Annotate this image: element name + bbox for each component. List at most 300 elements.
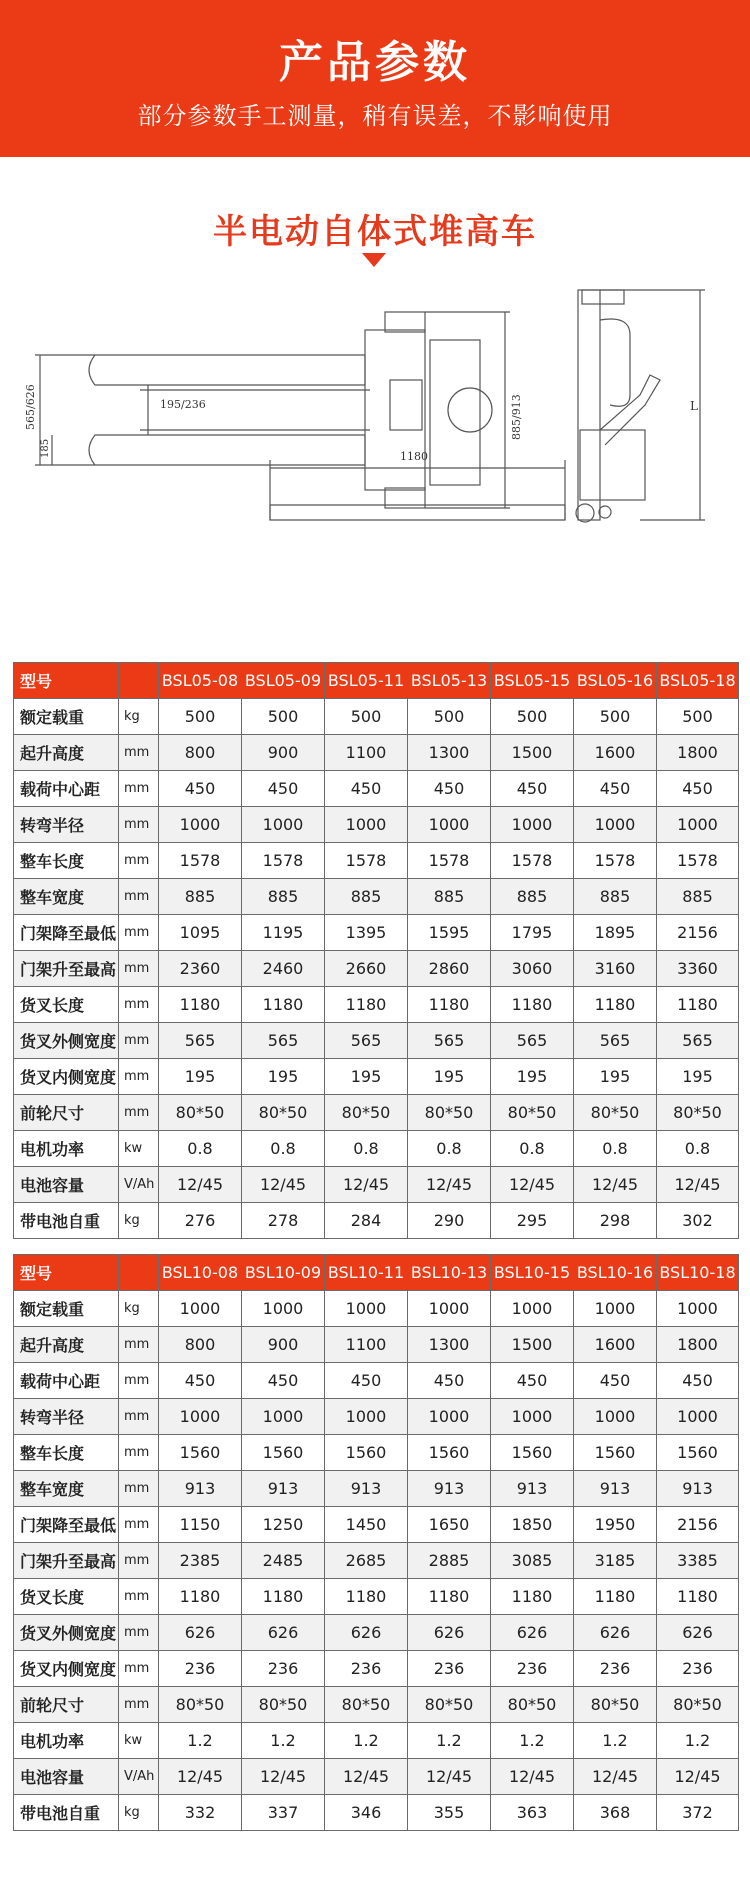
row-unit: mm [119,1687,159,1723]
cell-value: 278 [242,1203,325,1239]
spec-table-body [14,663,739,1239]
cell-value: 80*50 [491,1095,574,1131]
table-row [14,1471,739,1507]
row-unit: mm [119,807,159,843]
cell-value: 1560 [159,1435,242,1471]
cell-value: 1000 [242,807,325,843]
row-label: 转弯半径 [14,1399,119,1435]
cell-value: 0.8 [408,1131,491,1167]
cell-value: 3060 [491,951,574,987]
cell-value: 1180 [159,1579,242,1615]
row-unit: V/Ah [119,1167,159,1203]
cell-value: 626 [657,1615,739,1651]
mast [578,290,600,520]
down-arrow-icon [362,253,386,267]
cell-value: 236 [408,1651,491,1687]
cell-value: 1180 [491,987,574,1023]
cell-value: 1578 [159,843,242,879]
cell-value: 12/45 [491,1759,574,1795]
row-unit: mm [119,1095,159,1131]
cell-value: 1000 [657,807,739,843]
cell-value: 302 [657,1203,739,1239]
cell-value: 626 [491,1615,574,1651]
chassis-frame [365,330,425,490]
row-unit: mm [119,1471,159,1507]
cell-value: 565 [242,1023,325,1059]
row-label: 货叉外侧宽度 [14,1023,119,1059]
cell-value: 565 [408,1023,491,1059]
cell-value: 1.2 [159,1723,242,1759]
cell-value: 2885 [408,1543,491,1579]
row-label: 起升高度 [14,1327,119,1363]
cell-value: 1180 [325,1579,408,1615]
fork-bottom [89,435,365,465]
cell-value: 913 [491,1471,574,1507]
table-row [14,1291,739,1327]
cell-value: 1560 [491,1435,574,1471]
table-row [14,1579,739,1615]
cell-value: 276 [159,1203,242,1239]
header-model-name: BSL05-11 [325,663,408,699]
header-model-name: BSL05-13 [408,663,491,699]
cell-value: 450 [159,1363,242,1399]
cell-value: 1180 [159,987,242,1023]
table-row [14,1507,739,1543]
cell-value: 363 [491,1795,574,1831]
cell-value: 1.2 [242,1723,325,1759]
cell-value: 1000 [657,1399,739,1435]
table-row [14,699,739,735]
cell-value: 626 [325,1615,408,1651]
cell-value: 1650 [408,1507,491,1543]
cell-value: 12/45 [657,1759,739,1795]
row-unit: mm [119,879,159,915]
cell-value: 450 [574,771,657,807]
header-model-name: BSL05-18 [657,663,739,699]
cell-value: 1.2 [574,1723,657,1759]
mast-block [430,340,480,485]
table-row [14,735,739,771]
table-row [14,771,739,807]
cell-value: 1578 [325,843,408,879]
cell-value: 1000 [574,1399,657,1435]
cell-value: 1100 [325,1327,408,1363]
cell-value: 450 [491,771,574,807]
cell-value: 0.8 [574,1131,657,1167]
cell-value: 80*50 [242,1095,325,1131]
row-unit: mm [119,735,159,771]
cell-value: 450 [242,1363,325,1399]
table-row [14,807,739,843]
row-label: 货叉长度 [14,987,119,1023]
cell-value: 626 [159,1615,242,1651]
cell-value: 2385 [159,1543,242,1579]
cell-value: 1560 [574,1435,657,1471]
cell-value: 500 [657,699,739,735]
cell-value: 1578 [574,843,657,879]
header-model-name: BSL05-16 [574,663,657,699]
cell-value: 1895 [574,915,657,951]
cell-value: 1500 [491,735,574,771]
base-fork [270,505,565,520]
cell-value: 565 [325,1023,408,1059]
banner-subtitle: 部分参数手工测量，稍有误差，不影响使用 [137,102,613,130]
row-label: 货叉长度 [14,1579,119,1615]
cell-value: 1500 [491,1327,574,1363]
cell-value: 500 [325,699,408,735]
row-label: 载荷中心距 [14,1363,119,1399]
row-label: 载荷中心距 [14,771,119,807]
cell-value: 450 [657,771,739,807]
fork-top [89,355,365,385]
row-label: 带电池自重 [14,1203,119,1239]
cell-value: 195 [574,1059,657,1095]
cell-value: 1578 [657,843,739,879]
cell-value: 1000 [408,1291,491,1327]
cell-value: 2485 [242,1543,325,1579]
cell-value: 565 [159,1023,242,1059]
table-row [14,1795,739,1831]
table-row [14,1687,739,1723]
header-model-name: BSL10-15 [491,1255,574,1291]
row-unit: mm [119,1363,159,1399]
cell-value: 1300 [408,1327,491,1363]
cell-value: 80*50 [159,1687,242,1723]
cell-value: 2860 [408,951,491,987]
cell-value: 1950 [574,1507,657,1543]
dim-label-length: 1180 [400,450,428,463]
cell-value: 372 [657,1795,739,1831]
cell-value: 500 [159,699,242,735]
cell-value: 450 [408,771,491,807]
row-unit: mm [119,1615,159,1651]
cell-value: 1560 [242,1435,325,1471]
cell-value: 1195 [242,915,325,951]
table-header-row [14,1255,739,1291]
header-model-name: BSL05-08 [159,663,242,699]
table-row [14,1399,739,1435]
cell-value: 368 [574,1795,657,1831]
cell-value: 1560 [657,1435,739,1471]
row-label: 起升高度 [14,735,119,771]
cell-value: 0.8 [657,1131,739,1167]
cell-value: 913 [325,1471,408,1507]
cell-value: 2460 [242,951,325,987]
row-unit: kw [119,1723,159,1759]
cell-value: 236 [159,1651,242,1687]
table-row [14,1327,739,1363]
header-model-name: BSL10-18 [657,1255,739,1291]
cell-value: 1450 [325,1507,408,1543]
spec-table-bsl10 [13,1254,739,1831]
cell-value: 626 [574,1615,657,1651]
cell-value: 0.8 [325,1131,408,1167]
row-unit: mm [119,1651,159,1687]
row-label: 整车宽度 [14,1471,119,1507]
cell-value: 1000 [242,1399,325,1435]
row-label: 额定载重 [14,699,119,735]
cell-value: 0.8 [242,1131,325,1167]
row-unit: mm [119,1543,159,1579]
cell-value: 195 [159,1059,242,1095]
dim-label-inner-width: 195/236 [160,398,206,411]
cell-value: 195 [325,1059,408,1095]
cell-value: 1000 [491,807,574,843]
cell-value: 900 [242,1327,325,1363]
cell-value: 12/45 [408,1167,491,1203]
banner-title: 产品参数 [279,37,471,88]
cell-value: 195 [491,1059,574,1095]
table-row [14,1723,739,1759]
row-unit: kg [119,1291,159,1327]
cell-value: 195 [242,1059,325,1095]
cell-value: 12/45 [325,1167,408,1203]
cell-value: 3385 [657,1543,739,1579]
cell-value: 913 [657,1471,739,1507]
cell-value: 1.2 [491,1723,574,1759]
table-row [14,951,739,987]
cell-value: 80*50 [657,1095,739,1131]
cell-value: 80*50 [325,1095,408,1131]
cell-value: 12/45 [159,1167,242,1203]
cell-value: 0.8 [491,1131,574,1167]
cell-value: 450 [325,771,408,807]
cell-value: 12/45 [242,1167,325,1203]
row-label: 门架升至最高 [14,951,119,987]
cell-value: 1000 [325,807,408,843]
cell-value: 565 [491,1023,574,1059]
cell-value: 1000 [159,1399,242,1435]
cell-value: 2685 [325,1543,408,1579]
cell-value: 80*50 [325,1687,408,1723]
cell-value: 12/45 [491,1167,574,1203]
cell-value: 1000 [325,1399,408,1435]
row-label: 电池容量 [14,1167,119,1203]
cell-value: 913 [408,1471,491,1507]
cell-value: 885 [491,879,574,915]
cell-value: 1180 [657,987,739,1023]
table-row [14,1203,739,1239]
cell-value: 885 [242,879,325,915]
table-row [14,1759,739,1795]
cell-value: 565 [574,1023,657,1059]
row-label: 整车长度 [14,1435,119,1471]
cell-value: 236 [657,1651,739,1687]
cell-value: 355 [408,1795,491,1831]
cell-value: 800 [159,735,242,771]
cell-value: 500 [491,699,574,735]
cell-value: 80*50 [657,1687,739,1723]
row-unit: mm [119,1399,159,1435]
cell-value: 1578 [408,843,491,879]
cell-value: 195 [408,1059,491,1095]
battery-box [580,430,645,500]
cell-value: 2360 [159,951,242,987]
cell-value: 1578 [491,843,574,879]
row-unit: mm [119,1435,159,1471]
cell-value: 885 [159,879,242,915]
row-label: 门架降至最低 [14,1507,119,1543]
cell-value: 1180 [242,987,325,1023]
table-row [14,1615,739,1651]
cell-value: 332 [159,1795,242,1831]
cell-value: 885 [325,879,408,915]
row-unit: mm [119,1023,159,1059]
cell-value: 80*50 [574,1687,657,1723]
cell-value: 12/45 [159,1759,242,1795]
cell-value: 885 [574,879,657,915]
cell-value: 1100 [325,735,408,771]
row-unit: kw [119,1131,159,1167]
cell-value: 1180 [408,1579,491,1615]
row-label: 门架降至最低 [14,915,119,951]
row-unit: mm [119,1059,159,1095]
row-label: 整车长度 [14,843,119,879]
cell-value: 284 [325,1203,408,1239]
spec-table-bsl05 [13,662,739,1239]
cell-value: 885 [408,879,491,915]
row-label: 前轮尺寸 [14,1095,119,1131]
row-label: 电机功率 [14,1723,119,1759]
table-row [14,1543,739,1579]
cell-value: 1095 [159,915,242,951]
cell-value: 1180 [325,987,408,1023]
cell-value: 1150 [159,1507,242,1543]
cell-value: 500 [574,699,657,735]
table-row [14,1435,739,1471]
header-model-label: 型号 [14,663,119,699]
row-label: 货叉内侧宽度 [14,1059,119,1095]
header-model-name: BSL10-16 [574,1255,657,1291]
cell-value: 1180 [242,1579,325,1615]
cell-value: 500 [408,699,491,735]
dim-label-height: 885/913 [510,394,523,440]
table-header-row [14,663,739,699]
cell-value: 2156 [657,915,739,951]
row-unit: mm [119,843,159,879]
cell-value: 626 [408,1615,491,1651]
cell-value: 1.2 [657,1723,739,1759]
cell-value: 3360 [657,951,739,987]
row-unit: mm [119,987,159,1023]
row-unit: mm [119,951,159,987]
cell-value: 450 [657,1363,739,1399]
cell-value: 80*50 [159,1095,242,1131]
header-model-name: BSL10-11 [325,1255,408,1291]
row-label: 整车宽度 [14,879,119,915]
cell-value: 1.2 [325,1723,408,1759]
cell-value: 450 [408,1363,491,1399]
cell-value: 12/45 [574,1167,657,1203]
header-unit-cell [119,1255,159,1291]
dim-label-outer-width: 565/626 [24,384,37,430]
row-label: 额定载重 [14,1291,119,1327]
row-label: 货叉内侧宽度 [14,1651,119,1687]
cell-value: 12/45 [408,1759,491,1795]
row-unit: mm [119,915,159,951]
table-row [14,987,739,1023]
cell-value: 913 [574,1471,657,1507]
cell-value: 450 [242,771,325,807]
cell-value: 1560 [325,1435,408,1471]
row-unit: kg [119,699,159,735]
row-label: 带电池自重 [14,1795,119,1831]
header-model-name: BSL10-08 [159,1255,242,1291]
cell-value: 12/45 [242,1759,325,1795]
cell-value: 1.2 [408,1723,491,1759]
row-unit: mm [119,1507,159,1543]
cell-value: 1000 [408,807,491,843]
cell-value: 1000 [408,1399,491,1435]
cell-value: 12/45 [325,1759,408,1795]
header-model-name: BSL05-15 [491,663,574,699]
table-row [14,1095,739,1131]
cell-value: 236 [242,1651,325,1687]
wheel-front [576,504,594,522]
cell-value: 236 [325,1651,408,1687]
cell-value: 1000 [657,1291,739,1327]
cell-value: 450 [159,771,242,807]
spec-table-body [14,1255,739,1831]
handle-loop [600,319,630,406]
row-label: 转弯半径 [14,807,119,843]
cell-value: 1180 [574,1579,657,1615]
cell-value: 1595 [408,915,491,951]
cell-value: 295 [491,1203,574,1239]
cell-value: 1850 [491,1507,574,1543]
cell-value: 0.8 [159,1131,242,1167]
cell-value: 885 [657,879,739,915]
cell-value: 500 [242,699,325,735]
row-unit: mm [119,771,159,807]
header-banner [0,0,750,157]
row-unit: kg [119,1203,159,1239]
product-title: 半电动自体式堆高车 [213,212,537,252]
cell-value: 236 [491,1651,574,1687]
cell-value: 1000 [574,807,657,843]
cell-value: 1560 [408,1435,491,1471]
cell-value: 1800 [657,735,739,771]
cell-value: 195 [657,1059,739,1095]
cell-value: 1600 [574,1327,657,1363]
header-model-label: 型号 [14,1255,119,1291]
row-label: 门架升至最高 [14,1543,119,1579]
cell-value: 298 [574,1203,657,1239]
table-row [14,1363,739,1399]
cell-value: 1600 [574,735,657,771]
cell-value: 12/45 [657,1167,739,1203]
cell-value: 1000 [325,1291,408,1327]
row-unit: mm [119,1327,159,1363]
row-unit: mm [119,1579,159,1615]
header-model-name: BSL10-13 [408,1255,491,1291]
cell-value: 1000 [491,1399,574,1435]
cell-value: 1000 [159,807,242,843]
cell-value: 800 [159,1327,242,1363]
cell-value: 626 [242,1615,325,1651]
row-label: 货叉外侧宽度 [14,1615,119,1651]
cell-value: 1000 [574,1291,657,1327]
table-row [14,843,739,879]
cell-value: 236 [574,1651,657,1687]
cell-value: 1000 [491,1291,574,1327]
dim-label-total-height: L [690,399,698,413]
cell-value: 2660 [325,951,408,987]
table-row [14,1059,739,1095]
header-model-name: BSL10-09 [242,1255,325,1291]
cell-value: 913 [159,1471,242,1507]
cell-value: 1800 [657,1327,739,1363]
